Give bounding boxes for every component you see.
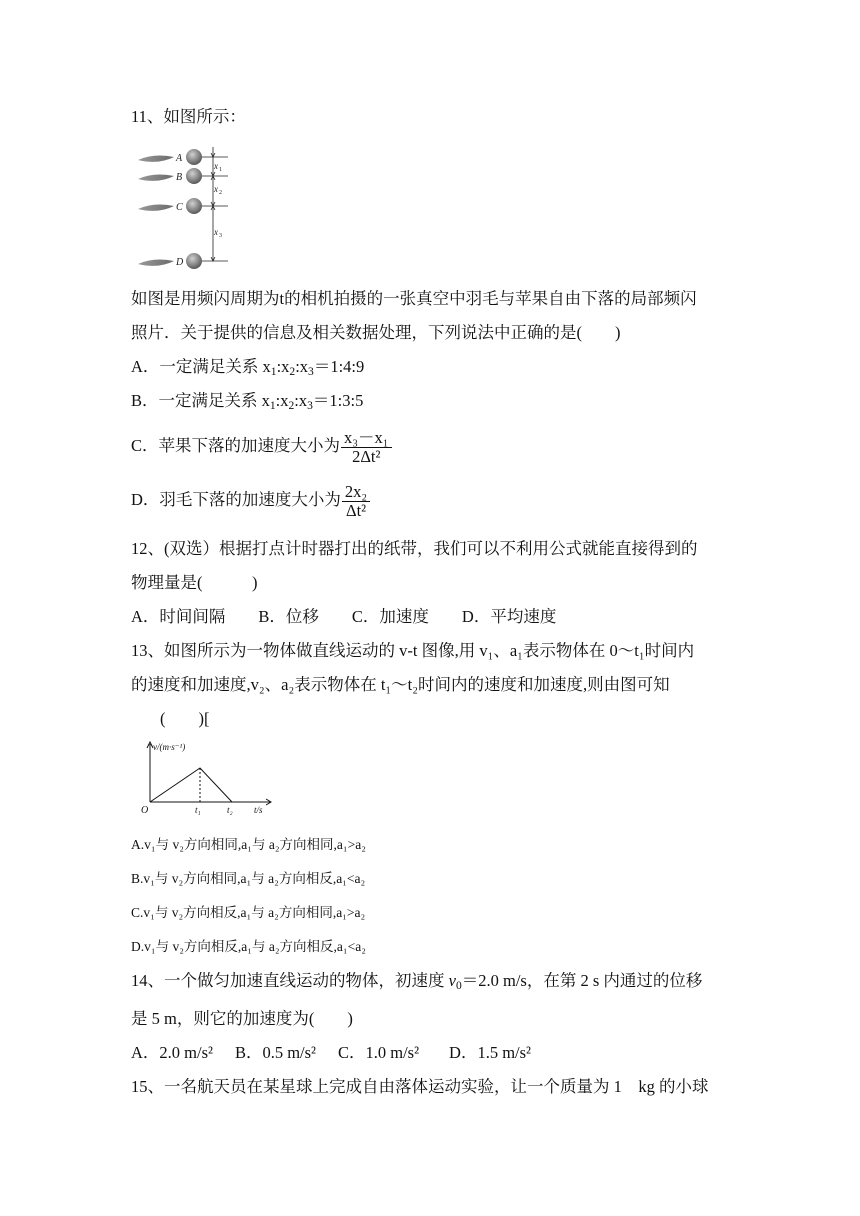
q14-var-sub: 0 xyxy=(455,980,462,992)
q11-option-a-prefix: A．一定满足关系 x xyxy=(131,357,271,376)
q11-option-a xyxy=(131,356,741,383)
q11-option-c-fraction xyxy=(341,429,392,466)
q14-stem-line2: 是 5 m，则它的加速度为( ) xyxy=(131,1009,353,1028)
graph-ylabel: v/(m·s⁻¹) xyxy=(153,742,186,752)
fraction-numerator: x₃－x₁ xyxy=(341,429,392,448)
q11-stem-line1: 如图是用频闪周期为t的相机拍摄的一张真空中羽毛与苹果自由下落的局部频闪 xyxy=(131,289,697,308)
q11-flash-photo-figure xyxy=(136,145,236,273)
q11-option-a-mid2: :x xyxy=(295,357,309,376)
label-d: D xyxy=(176,257,184,268)
q11-option-c xyxy=(131,426,741,466)
q11-option-b xyxy=(131,390,741,417)
graph-xlabel: t/s xyxy=(254,805,263,815)
q14-stem-pre: 14、一个做匀加速直线运动的物体，初速度 xyxy=(131,971,449,990)
fraction-denominator: 2Δt² xyxy=(352,446,381,466)
label-b: B xyxy=(176,172,183,183)
q13-vt-graph xyxy=(140,740,280,818)
label-c: C xyxy=(176,202,183,213)
feather-icon xyxy=(138,156,174,266)
q11-intro: 11、如图所示： xyxy=(131,107,246,126)
label-x3: x xyxy=(214,227,218,237)
q13-option-b: B.v₁与 v₂方向相同,a₁与 a₂方向相反,a₁<a₂ xyxy=(131,871,366,886)
q15-stem-line1: 15、一名航天员在某星球上完成自由落体运动实验，让一个质量为 1 kg 的小球 xyxy=(131,1077,709,1096)
sub-2: 2 xyxy=(288,400,295,412)
q13-stem-line2: 的速度和加速度,v₂、a₂表示物体在 t₁～t₂时间内的速度和加速度,则由图可知 xyxy=(131,675,670,694)
apple-icon xyxy=(186,149,202,269)
q11-option-d-fraction xyxy=(342,483,370,520)
q13-option-d: D.v₁与 v₂方向相反,a₁与 a₂方向相反,a₁<a₂ xyxy=(131,939,366,954)
q13-stem-line1: 13、如图所示为一物体做直线运动的 v-t 图像,用 v₁、a₁表示物体在 0～t₁时间内 xyxy=(131,641,695,660)
sub-2: 2 xyxy=(289,366,296,378)
label-a: A xyxy=(176,153,183,164)
q12-stem-line1: 12、(双选）根据打点计时器打出的纸带，我们可以不利用公式就能直接得到的 xyxy=(131,539,698,558)
q14-options xyxy=(131,1042,741,1064)
q11-option-b-mid1: :x xyxy=(275,391,289,410)
q11-option-d-prefix: D．羽毛下落的加速度大小为 xyxy=(131,490,341,509)
label-x3-sub: 3 xyxy=(219,233,222,239)
q13-option-a: A.v₁与 v₂方向相同,a₁与 a₂方向相同,a₁>a₂ xyxy=(131,837,366,852)
q11-option-b-prefix: B．一定满足关系 x xyxy=(131,391,270,410)
label-x1: x xyxy=(214,161,218,171)
q11-option-b-suffix: ＝1:3:5 xyxy=(312,391,364,410)
sub-1: 1 xyxy=(270,366,277,378)
q14-option-d: D．1.5 m/s² xyxy=(449,1043,531,1062)
graph-origin: O xyxy=(141,805,149,816)
q14-stem-line1 xyxy=(131,970,741,997)
q14-stem-post: ＝2.0 m/s，在第 2 s 内通过的位移 xyxy=(461,971,703,990)
q11-option-c-prefix: C．苹果下落的加速度大小为 xyxy=(131,436,341,455)
label-x2: x xyxy=(214,184,218,194)
q11-option-d xyxy=(131,480,741,520)
q14-option-a: A．2.0 m/s² xyxy=(131,1043,213,1062)
q14-option-c: C．1.0 m/s² xyxy=(338,1043,420,1062)
q14-option-b: B．0.5 m/s² xyxy=(234,1043,316,1062)
q13-stem-line3: ( )[ xyxy=(160,709,210,728)
fraction-denominator: Δt² xyxy=(345,500,367,520)
q13-option-c: C.v₁与 v₂方向相反,a₁与 a₂方向相同,a₁>a₂ xyxy=(131,905,366,920)
sub-3: 3 xyxy=(307,400,313,412)
q11-option-a-suffix: ＝1:4:9 xyxy=(313,357,365,376)
graph-tick-t1: t₁ xyxy=(195,805,201,815)
sub-3: 3 xyxy=(308,366,314,378)
q14-var-v: v xyxy=(448,971,456,990)
label-x2-sub: 2 xyxy=(219,190,222,196)
fraction-numerator: 2x₂ xyxy=(342,483,370,502)
label-x1-sub: 1 xyxy=(219,167,222,173)
graph-tick-t2: t₂ xyxy=(227,805,233,815)
q11-option-b-mid2: :x xyxy=(294,391,308,410)
q11-stem-line2: 照片．关于提供的信息及相关数据处理，下列说法中正确的是( ) xyxy=(131,323,621,342)
sub-1: 1 xyxy=(269,400,276,412)
q12-options: A．时间间隔 B．位移 C．加速度 D．平均速度 xyxy=(131,607,557,626)
q11-option-a-mid1: :x xyxy=(276,357,290,376)
q12-stem-line2: 物理量是( ) xyxy=(131,573,258,592)
